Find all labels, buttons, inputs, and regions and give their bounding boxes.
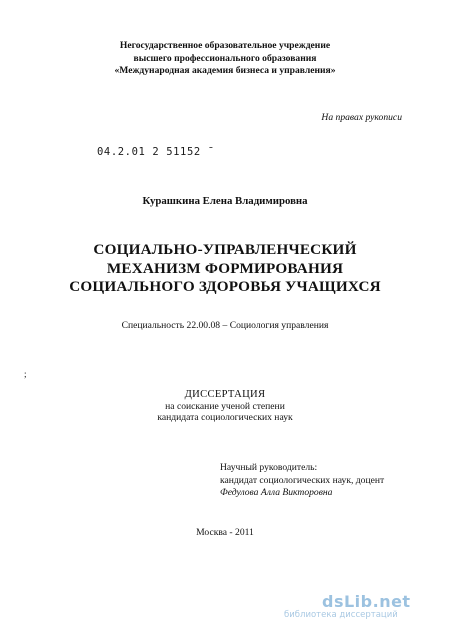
registration-stamp: 04.2.01 2 51152 ˉ: [97, 146, 215, 158]
author-name: Курашкина Елена Владимировна: [142, 195, 308, 207]
watermark-logo: dsLib.net: [322, 592, 411, 611]
advisor-degree: кандидат социологических наук, доцент: [220, 474, 385, 486]
institution-header: [0, 40, 450, 78]
advisor-label: Научный руководитель:: [220, 462, 318, 473]
scientific-advisor-block: [220, 462, 384, 500]
institution-line-1: Негосударственное образовательное учреждение: [119, 40, 331, 51]
watermark-caption: библиотека диссертаций: [284, 610, 398, 620]
manuscript-rights-note: На правах рукописи: [321, 112, 402, 123]
title-line-1: СОЦИАЛЬНО-УПРАВЛЕНЧЕСКИЙ: [93, 241, 357, 258]
degree-purpose-line: на соискание ученой степени: [165, 400, 285, 412]
dslib-watermark: [284, 592, 442, 621]
dissertation-block: [0, 389, 450, 424]
city-year: Москва - 2011: [196, 527, 254, 538]
dissertation-title: [0, 241, 450, 297]
specialty-line: Специальность 22.00.08 – Социология управления: [121, 320, 329, 331]
margin-mark: ;: [24, 369, 27, 379]
degree-name-line: кандидата социологических наук: [157, 412, 293, 423]
institution-line-2: высшего профессионального образования: [133, 52, 317, 64]
title-line-2: МЕХАНИЗМ ФОРМИРОВАНИЯ: [106, 259, 344, 277]
advisor-name: Федулова Алла Викторовна: [220, 487, 333, 498]
title-line-3: СОЦИАЛЬНОГО ЗДОРОВЬЯ УЧАЩИХСЯ: [69, 278, 381, 295]
institution-line-3: «Международная академия бизнеса и управления»: [114, 65, 336, 76]
dissertation-label: ДИССЕРТАЦИЯ: [184, 389, 266, 400]
